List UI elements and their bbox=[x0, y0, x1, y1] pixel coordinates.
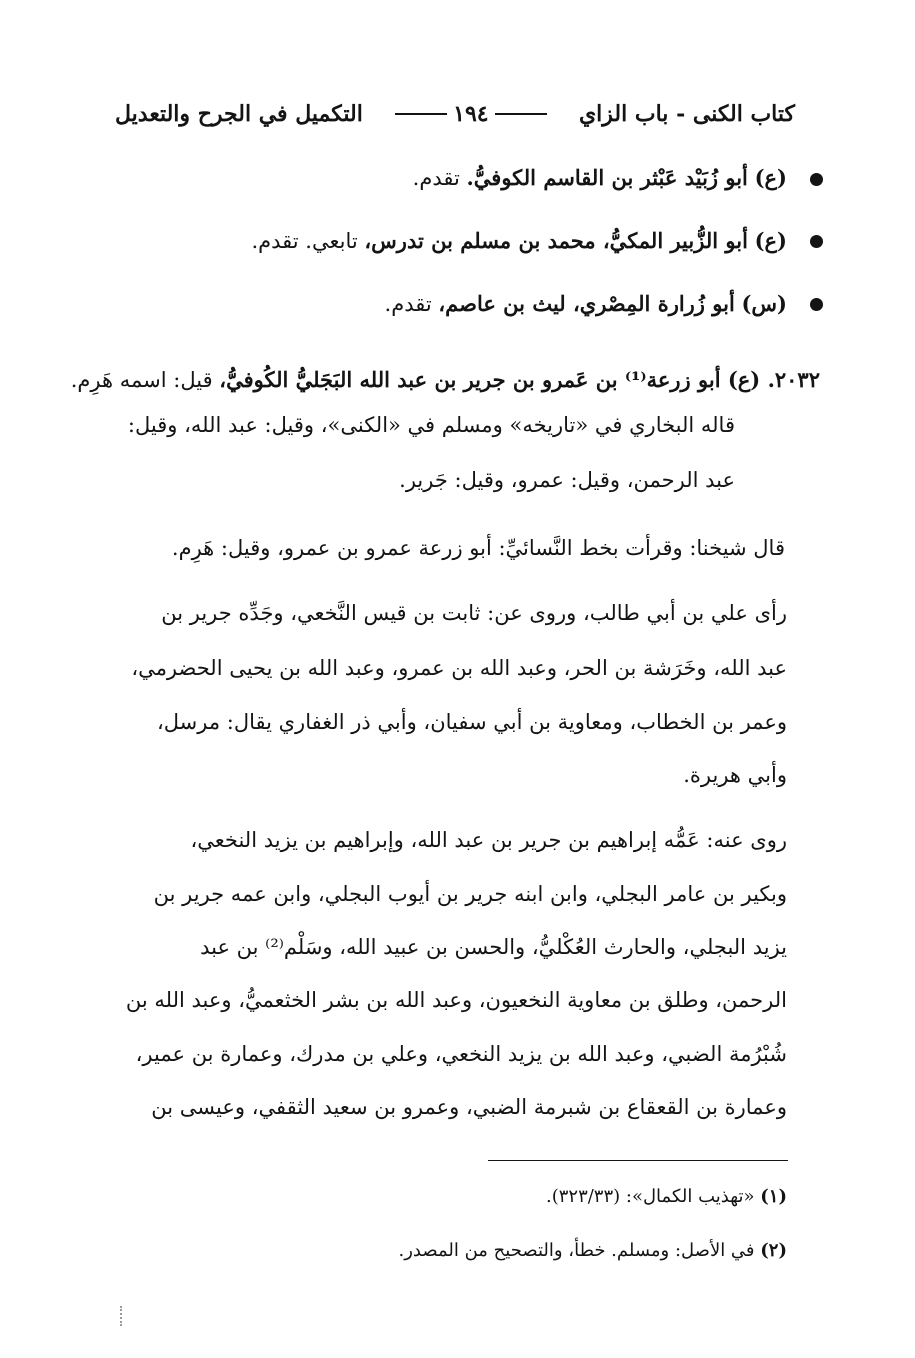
header-book-section: كتاب الكنى - باب الزاي bbox=[578, 101, 795, 127]
bullet-entry bbox=[413, 163, 787, 193]
entry-text-line: قاله البخاري في «تاريخه» ومسلم في «الكنى»، وقيل: عبد الله، وقيل: bbox=[127, 413, 735, 437]
header-book-title: التكميل في الجرح والتعديل bbox=[115, 101, 363, 127]
running-header bbox=[115, 96, 795, 132]
entry-name: (ع) أبو زرعة⁽¹⁾ بن عَمرو بن جرير بن عبد الله البَجَليُّ الكُوفيُّ، bbox=[219, 367, 768, 392]
footnote bbox=[399, 1237, 787, 1265]
paragraph-line: قال شيخنا: وقرأت بخط النَّسائيِّ: أبو زرعة عمرو بن عمرو، وقيل: هَرِم. bbox=[171, 536, 785, 560]
entry-heading-note: قيل: اسمه هَرِم. bbox=[70, 368, 220, 392]
bullet-note: تابعي. تقدم. bbox=[251, 229, 365, 253]
bullet-dot bbox=[810, 298, 823, 311]
header-page-number: ١٩٤ bbox=[453, 101, 489, 127]
bullet-entry bbox=[251, 226, 787, 256]
entry-text-line: عبد الرحمن، وقيل: عمرو، وقيل: جَرير. bbox=[399, 468, 735, 492]
paragraph-line: وعمارة بن القعقاع بن شبرمة الضبي، وعمرو بن سعيد الثقفي، وعيسى بن bbox=[151, 1095, 787, 1119]
bullet-code: (س) bbox=[741, 291, 787, 316]
paragraph-line: شُبْرُمة الضبي، وعبد الله بن يزيد النخعي، وعلي بن مدرك، وعمارة بن عمير، bbox=[135, 1042, 787, 1066]
paragraph-line: رأى علي بن أبي طالب، وروى عن: ثابت بن قيس النَّخعي، وجَدِّه جرير بن bbox=[161, 601, 787, 625]
bullet-name: أبو زُرارة المِصْري، ليث بن عاصم، bbox=[438, 291, 735, 316]
entry-heading bbox=[71, 365, 820, 395]
footnote-text: في الأصل: ومسلم. خطأ، والتصحيح من المصدر. bbox=[398, 1240, 761, 1261]
paragraph-line: يزيد البجلي، والحارث العُكْليُّ، والحسن بن عبيد الله، وسَلْم⁽²⁾ بن عبد bbox=[200, 935, 787, 959]
bullet-dot bbox=[810, 173, 823, 186]
bullet-note: تقدم. bbox=[384, 292, 439, 316]
header-dash-right bbox=[495, 113, 547, 115]
footnote-marker: (١) bbox=[760, 1186, 787, 1207]
footnote bbox=[546, 1183, 787, 1211]
footnote-marker: (٢) bbox=[760, 1240, 787, 1261]
footnote-text: «تهذيب الكمال»: (٣٢٣/٣٣). bbox=[545, 1186, 761, 1207]
entry-number: ٢٠٣٢. bbox=[767, 367, 820, 392]
bullet-name: أبو زُبَيْد عَبْثر بن القاسم الكوفيُّ. bbox=[466, 165, 748, 190]
paragraph-line: عبد الله، وخَرَشة بن الحر، وعبد الله بن عمرو، وعبد الله بن يحيى الحضرمي، bbox=[131, 656, 787, 680]
bullet-code: (ع) bbox=[754, 165, 787, 190]
paragraph-line: وأبي هريرة. bbox=[683, 763, 787, 787]
bullet-entry bbox=[385, 289, 787, 319]
bullet-dot bbox=[810, 235, 823, 248]
paragraph-line: الرحمن، وطلق بن معاوية النخعيون، وعبد الله بن بشر الخثعميُّ، وعبد الله بن bbox=[125, 988, 787, 1012]
scan-artifact bbox=[120, 1306, 125, 1326]
footnote-separator bbox=[488, 1160, 788, 1161]
paragraph-line: وعمر بن الخطاب، ومعاوية بن أبي سفيان، وأبي ذر الغفاري يقال: مرسل، bbox=[156, 710, 787, 734]
bullet-note: تقدم. bbox=[412, 166, 467, 190]
bullet-name: أبو الزُّبير المكيُّ، محمد بن مسلم بن تدرس، bbox=[364, 228, 748, 253]
header-page-number-group bbox=[389, 101, 552, 127]
paragraph-line: وبكير بن عامر البجلي، وابن ابنه جرير بن أيوب البجلي، وابن عمه جرير بن bbox=[153, 882, 787, 906]
bullet-code: (ع) bbox=[754, 228, 787, 253]
header-dash-left bbox=[395, 113, 447, 115]
paragraph-line: روى عنه: عَمُّه إبراهيم بن جرير بن عبد الله، وإبراهيم بن يزيد النخعي، bbox=[190, 828, 787, 852]
